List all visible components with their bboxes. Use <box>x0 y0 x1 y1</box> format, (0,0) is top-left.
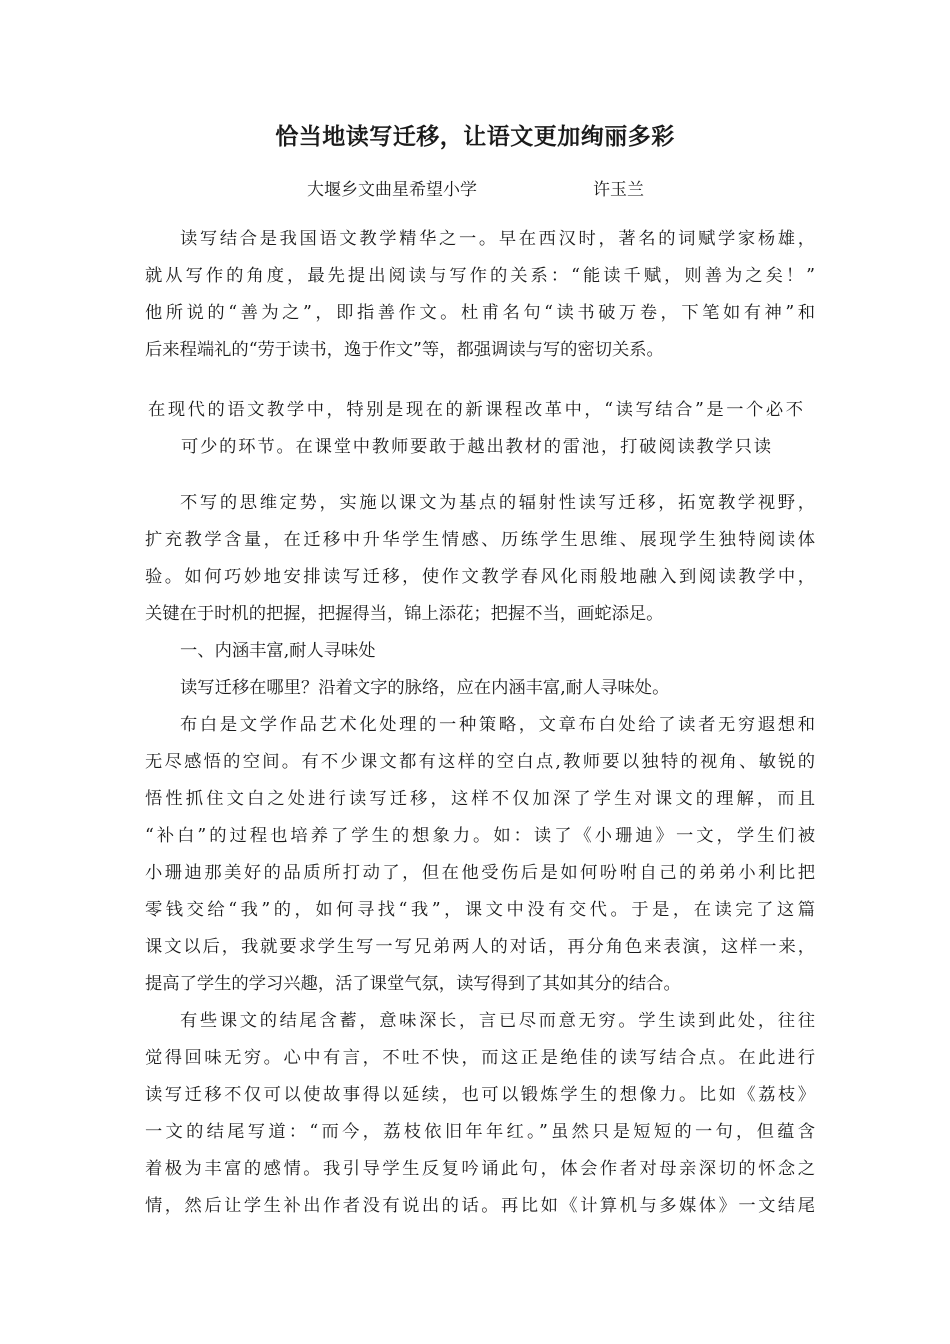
text-line: 情，然后让学生补出作者没有说出的话。再比如《计算机与多媒体》一文结尾 <box>145 1196 815 1216</box>
text-line: 提高了学生的学习兴趣，活了课堂气氛，读写得到了其如其分的结合。 <box>145 974 681 994</box>
text-line: 无尽感悟的空间。有不少课文都有这样的空白点,教师要以独特的视角、敏锐的 <box>145 752 815 772</box>
text-line: 验。如何巧妙地安排读写迁移，使作文教学春风化雨般地融入到阅读教学中， <box>145 567 815 587</box>
text-line: 一文的结尾写道：“而今，荔枝依旧年年红。”虽然只是短短的一句，但蕴含 <box>145 1122 815 1142</box>
text-line: 悟性抓住文白之处进行读写迁移，这样不仅加深了学生对课文的理解，而且 <box>145 789 815 809</box>
text-line: “补白”的过程也培养了学生的想象力。如：读了《小珊迪》一文，学生们被 <box>145 826 815 846</box>
text-line: 他所说的“善为之”，即指善作文。杜甫名句“读书破万卷，下笔如有神”和 <box>145 303 815 323</box>
text-line: 关键在于时机的把握，把握得当，锦上添花；把握不当，画蛇添足。 <box>145 604 664 624</box>
text-line: 觉得回味无穷。心中有言，不吐不快，而这正是绝佳的读写结合点。在此进行 <box>145 1048 815 1068</box>
text-line: 小珊迪那美好的品质所打动了，但在他受伤后是如何吩咐自己的弟弟小利比把 <box>145 863 815 883</box>
author-name: 许玉兰 <box>593 180 644 200</box>
text-line: 课文以后，我就要求学生写一写兄弟两人的对话，再分角色来表演，这样一来， <box>145 937 815 957</box>
text-line: 有些课文的结尾含蓄，意味深长，言已尽而意无穷。学生读到此处，往往 <box>180 1011 815 1031</box>
text-line: 着极为丰富的感情。我引导学生反复吟诵此句，体会作者对母亲深切的怀念之 <box>145 1159 815 1179</box>
text-line: 可少的环节。在课堂中教师要敢于越出教材的雷池，打破阅读教学只读 <box>181 437 771 457</box>
text-line: 读写结合是我国语文教学精华之一。早在西汉时，著名的词赋学家杨雄， <box>180 229 815 249</box>
text-line: 不写的思维定势，实施以课文为基点的辐射性读写迁移，拓宽教学视野， <box>180 493 815 513</box>
text-line: 就从写作的角度，最先提出阅读与写作的关系：“能读千赋，则善为之矣！” <box>145 266 815 286</box>
section-heading: 一、内涵丰富,耐人寻味处 <box>180 641 376 661</box>
document-title: 恰当地读写迁移，让语文更加绚丽多彩 <box>275 123 675 150</box>
author-school: 大堰乡文曲星希望小学 <box>307 180 477 200</box>
text-line: 零钱交给“我”的，如何寻找“我”，课文中没有交代。于是，在读完了这篇 <box>145 900 815 920</box>
text-line: 后来程端礼的“劳于读书，逸于作文”等，都强调读与写的密切关系。 <box>145 340 664 360</box>
text-line: 读写迁移在哪里？沿着文字的脉络，应在内涵丰富,耐人寻味处。 <box>180 678 670 698</box>
text-line: 在现代的语文教学中，特别是现在的新课程改革中，“读写结合”是一个必不 <box>148 400 803 420</box>
author-line <box>0 175 950 199</box>
text-line: 读写迁移不仅可以使故事得以延续，也可以锻炼学生的想像力。比如《荔枝》 <box>145 1085 815 1105</box>
text-line: 扩充教学含量，在迁移中升华学生情感、历练学生思维、展现学生独特阅读体 <box>145 530 815 550</box>
text-line: 布白是文学作品艺术化处理的一种策略，文章布白处给了读者无穷遐想和 <box>180 715 815 735</box>
